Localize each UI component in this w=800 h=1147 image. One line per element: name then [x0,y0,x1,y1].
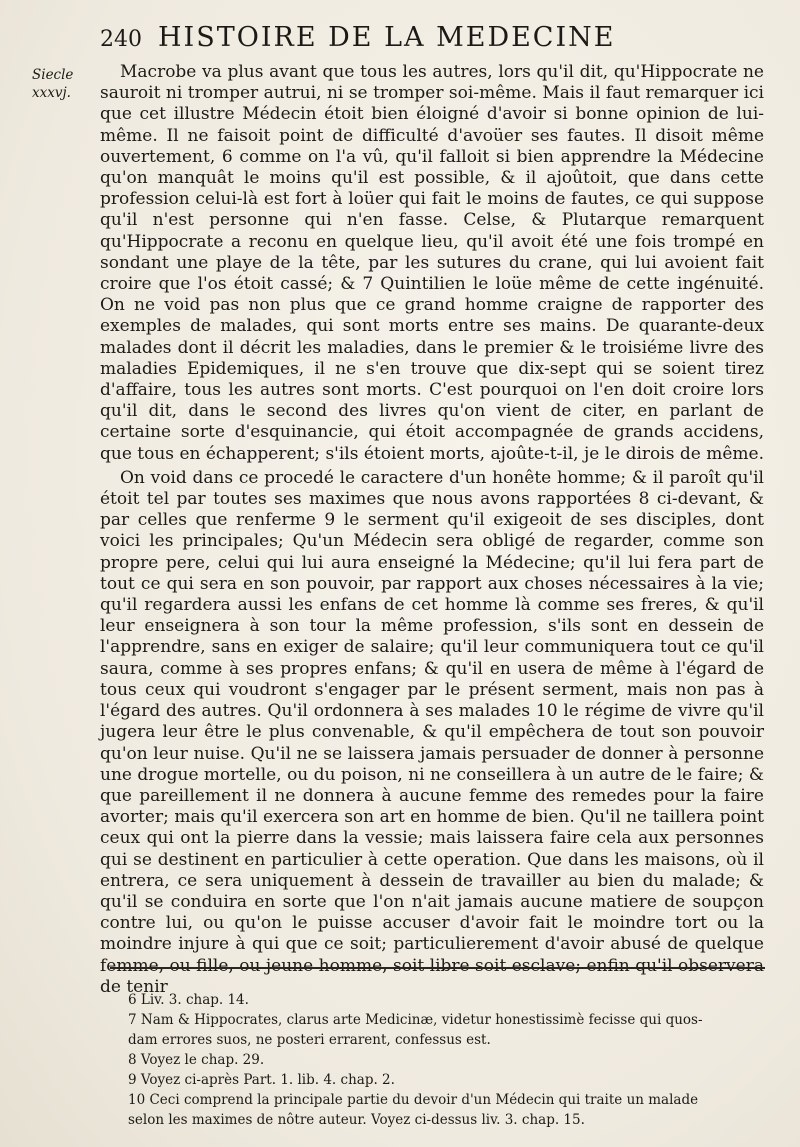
main-text [100,62,764,998]
footnote-line: 10 Ceci comprend la principale partie du devoir d'un Médecin qui traite un malade [128,1092,699,1108]
running-title: HISTOIRE DE LA MEDECINE [158,22,616,53]
footnote-line: 9 Voyez ci-après Part. 1. lib. 4. chap. 2. [128,1072,395,1088]
footnote-line: 6 Liv. 3. chap. 14. [128,992,249,1008]
footnote-line: 8 Voyez le chap. 29. [128,1052,265,1068]
footnote-line: dam errores suos, ne posteri errarent, confessus est. [128,1032,491,1048]
page-number: 240 [100,27,142,52]
paragraph: On void dans ce procedé le caractere d'un honête homme; & il paroît qu'il étoit tel par toutes ses maximes que nous avons rapportées 8 ci-devant, & par celles que renferme 9 le serment qu'il exigeoit de ses disciples, dont voici les principales; Qu'un Médecin sera obligé de regarder, comme son propre pere, celui qui lui aura enseigné la Médecine; qu'il lui fera part de tout ce qui sera en son pouvoir, par rapport aux choses nécessaires à la vie; qu'il regardera aussi les enfans de cet homme là comme ses freres, & qu'il leur enseignera à son tour la même profession, s'ils sont en dessein de l'apprendre, sans en exiger de salaire; qu'il leur communiquera tout ce qu'il saura, comme à ses propres enfans; & qu'il en usera de même à l'égard de tous ceux qui voudront s'engager par le présent serment, mais non pas à l'égard des autres. Qu'il ordonnera à ses malades 10 le régime de vivre qu'il jugera leur être le plus convenable, & qu'il empêchera de tout son pouvoir qu'on leur nuise. Qu'il ne se laissera jamais persuader de donner à personne une drogue mortelle, ou du poison, ni ne conseillera à un autre de le faire; & que pareillement il ne donnera à aucune femme des remedes pour la faire avorter; mais qu'il exercera son art en homme de bien. Qu'il ne taillera point ceux qui ont la pierre dans la vessie; mais laissera faire cela aux personnes qui se destinent en particulier à cette operation. Que dans les maisons, où il entrera, ce sera uniquement à dessein de travailler au bien du malade; & qu'il se conduira en sorte que l'on n'ait jamais aucune matiere de soupçon contre lui, ou qu'on le puisse accuser d'avoir fait le moindre tort ou la moindre injure à qui que ce soit; particulierement d'avoir abusé de quelque femme, ou fille, ou jeune homme, soit libre soit esclave; enfin qu'il observera de tenir [100,467,764,997]
paragraph: Macrobe va plus avant que tous les autres, lors qu'il dit, qu'Hippocrate ne sauroit ni tromper autrui, ni se tromper soi-même. Mais il faut remarquer ici que cet illustre Médecin étoit bien éloigné d'avoir si bonne opinion de lui-même. Il ne faisoit point de difficulté d'avoüer ses fautes. Il disoit même ouvertement, 6 comme on l'a vû, qu'il falloit si bien apprendre la Médecine qu'on manquât le moins qu'il est possible, & il ajoûtoit, que dans cette profession celui-là est fort à loüer qui fait le moins de fautes, ce qui suppose qu'il n'est personne qui n'en fasse. Celse, & Plutarque remarquent qu'Hippocrate a reconu en quelque lieu, qu'il avoit été une fois trompé en sondant une playe de la tête, par les sutures du crane, qui lui avoient fait croire que l'os étoit cassé; & 7 Quintilien le loüe même de cette ingénuité. On ne void pas non plus que ce grand homme craigne de rapporter des exemples de malades, qui sont morts entre ses mains. De quarante-deux malades dont il décrit les maladies, dans le premier & le troisiéme livre des maladies Epidemiques, il ne s'en trouve que dix-sept qui se soient tirez d'affaire, tous les autres sont morts. C'est pourquoi on l'en doit croire lors qu'il dit, dans le second des livres qu'on vient de citer, en parlant de certaine sorte d'esquinancie, qui étoit accompagnée de grands accidens, que tous en échapperent; s'ils étoient morts, ajoûte-t-il, je le dirois de même. [100,62,764,464]
margin-siecle: Siecle [32,67,74,83]
footnote-line: selon les maximes de nôtre auteur. Voyez ci-dessus liv. 3. chap. 15. [128,1112,585,1128]
footnotes [128,990,778,1130]
footnote-rule [110,967,765,969]
page-header [100,22,760,56]
footnote-line: 7 Nam & Hippocrates, clarus arte Medicinæ, videtur honestissimè fecisse qui quos- [128,1012,703,1028]
margin-siecle-number: xxxvj. [32,85,71,101]
